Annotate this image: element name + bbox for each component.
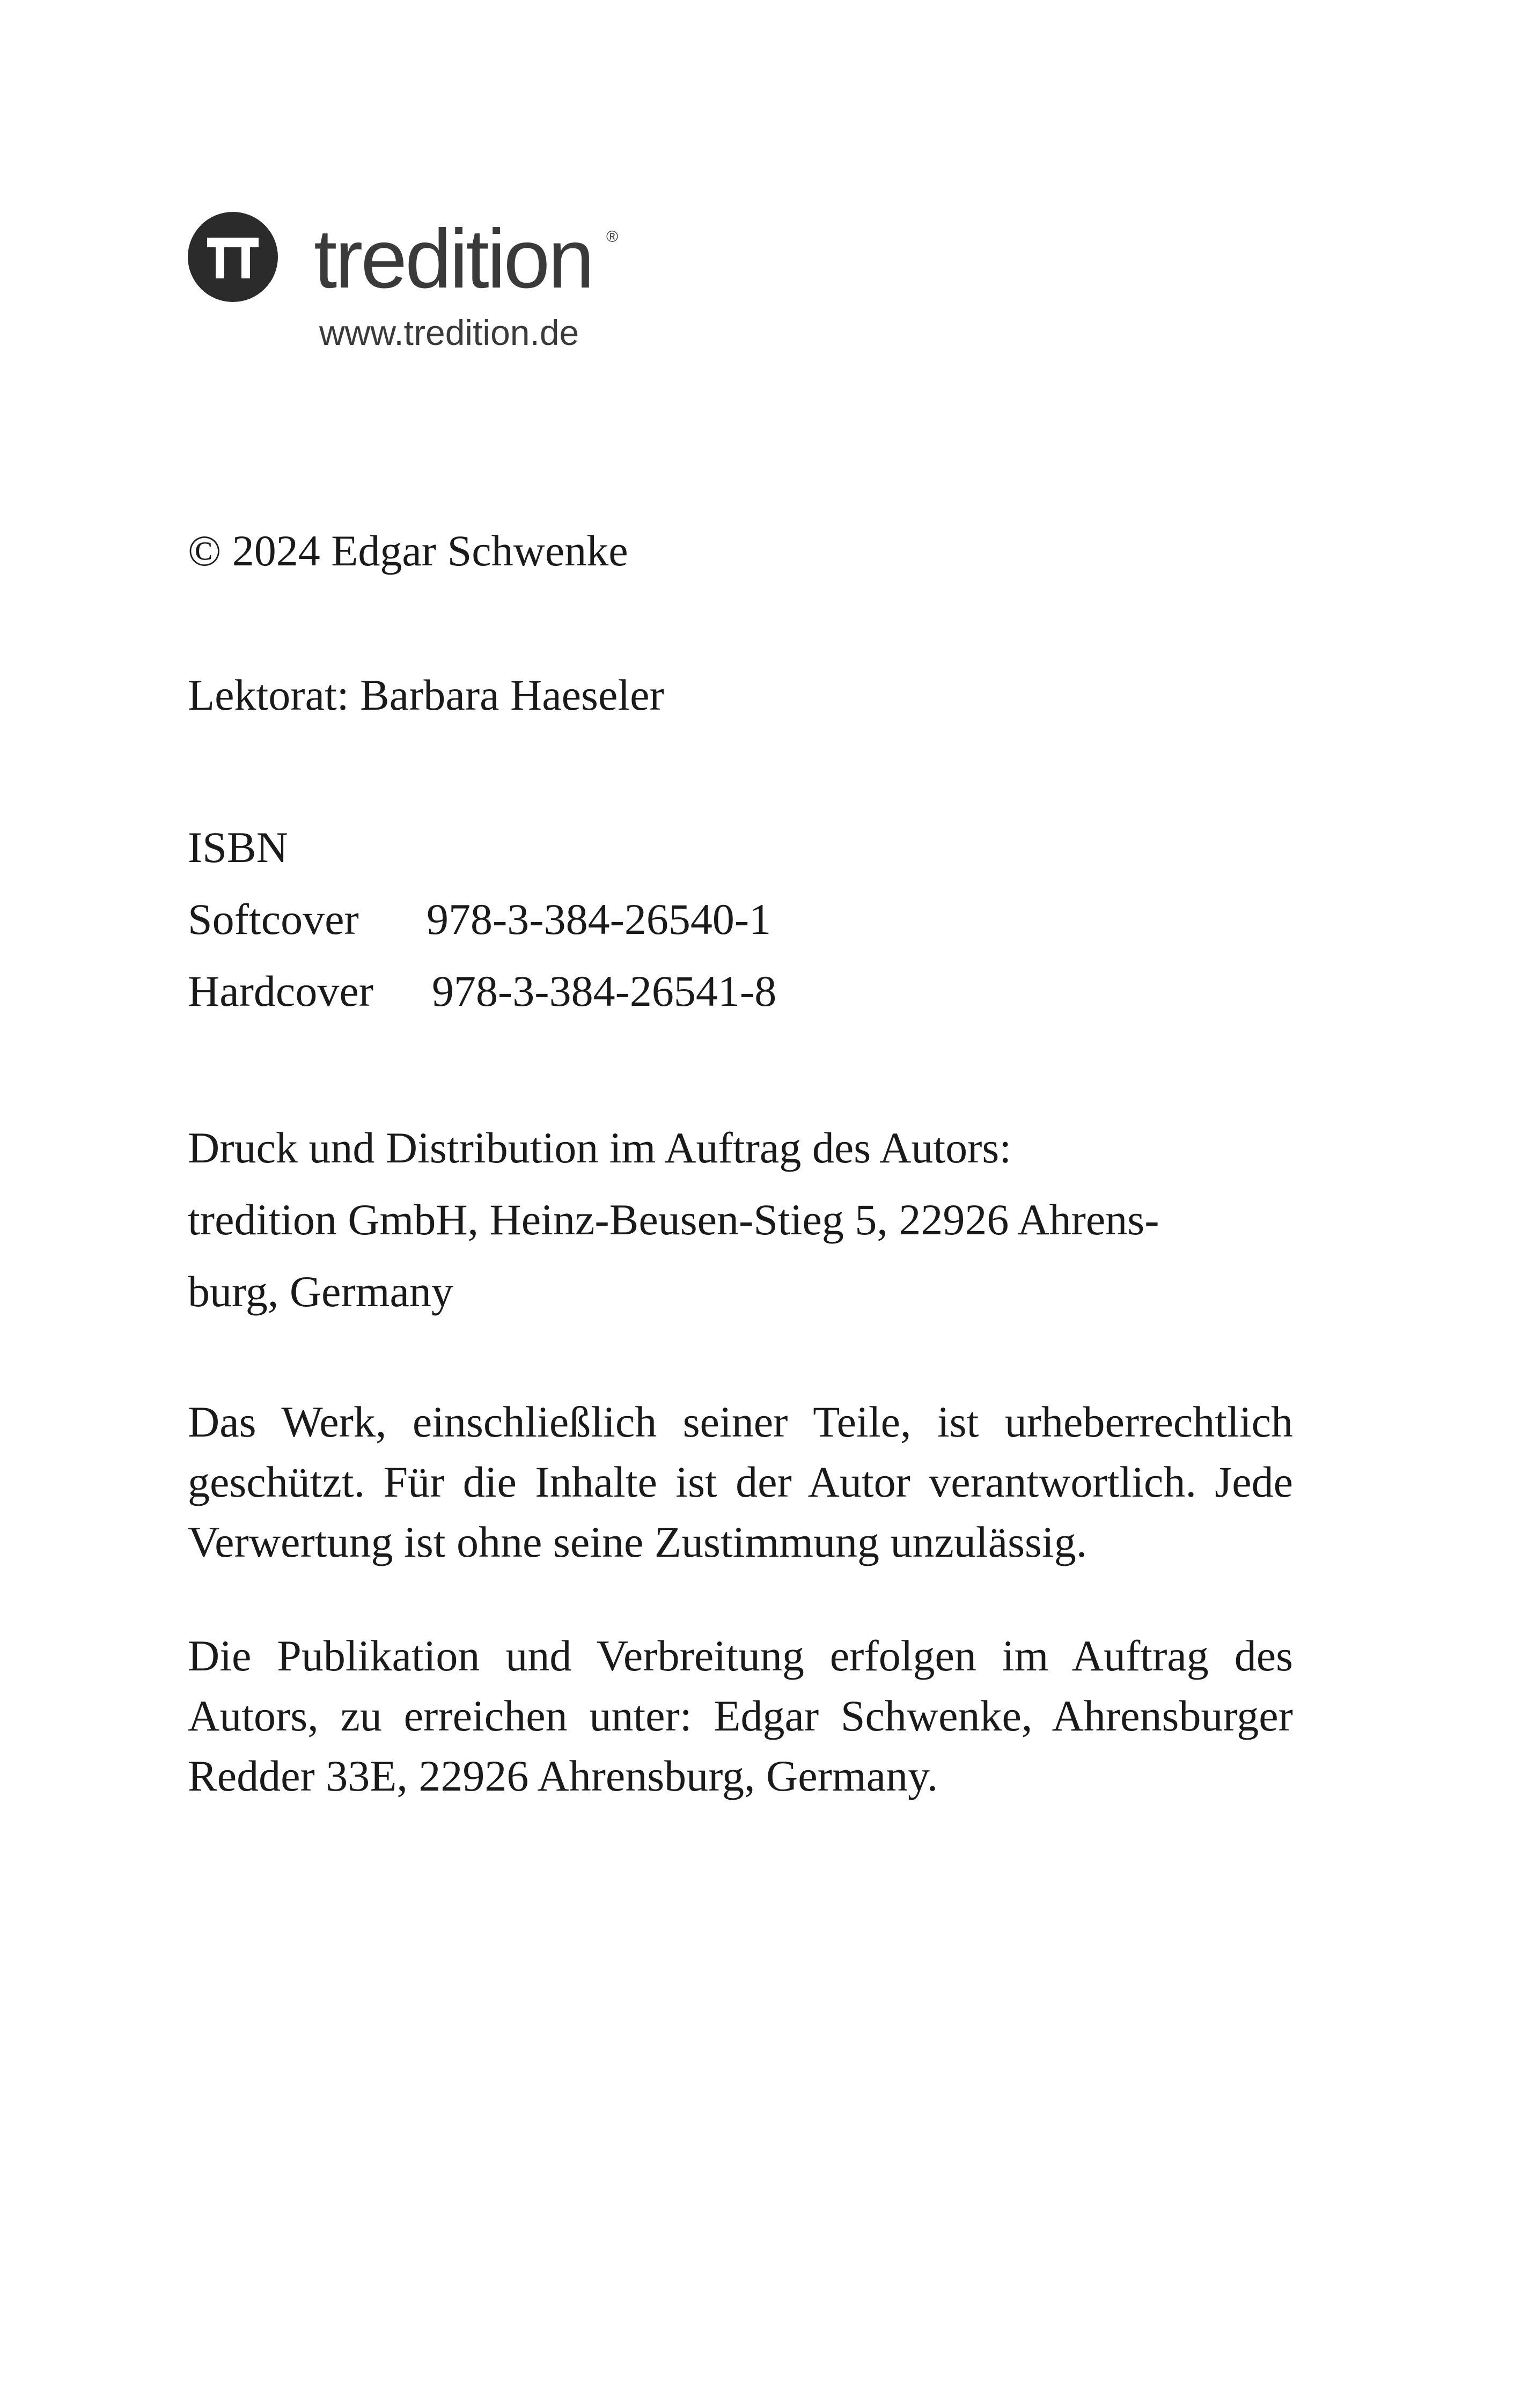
editor-line: Lektorat: Barbara Haeseler — [188, 671, 664, 719]
rights-paragraph: Das Werk, einschließlich seiner Teile, ist urheberrechtlich geschützt. Für die Inhalte ist der Autor verantwortlich. Jede Verwertung ist ohne seine Zustimmung unzulässig. — [188, 1397, 1293, 1566]
isbn-value: 978-3-384-26541-8 — [432, 967, 777, 1015]
isbn-row-hardcover — [188, 955, 1293, 1027]
registered-mark: ® — [606, 228, 619, 246]
isbn-value: 978-3-384-26540-1 — [427, 895, 771, 944]
publisher-url: www.tredition.de — [319, 313, 579, 352]
logo-wordmark: tredition — [314, 212, 592, 306]
tredition-logo-icon — [188, 212, 278, 302]
copyright-line: © 2024 Edgar Schwenke — [188, 526, 628, 575]
distribution-line-3: burg, Germany — [188, 1267, 453, 1316]
publisher-logo — [188, 212, 633, 357]
distribution-line-1: Druck und Distribution im Auftrag des Autors: — [188, 1123, 1012, 1172]
imprint-content — [188, 515, 1293, 1806]
isbn-block — [188, 812, 1293, 1027]
isbn-label: Softcover — [188, 895, 359, 944]
isbn-heading: ISBN — [188, 823, 288, 872]
distribution-line-2: tredition GmbH, Heinz-Beusen-Stieg 5, 22926 Ahrens- — [188, 1195, 1159, 1244]
distribution-block — [188, 1112, 1293, 1328]
isbn-label: Hardcover — [188, 967, 374, 1015]
isbn-row-softcover — [188, 883, 1293, 955]
publication-paragraph: Die Publikation und Verbreitung erfolgen im Auftrag des Autors, zu erreichen unter: Edgar Schwenke, Ahrensburger Redder 33E, 22926 Ahrensburg, Germany. — [188, 1631, 1293, 1800]
